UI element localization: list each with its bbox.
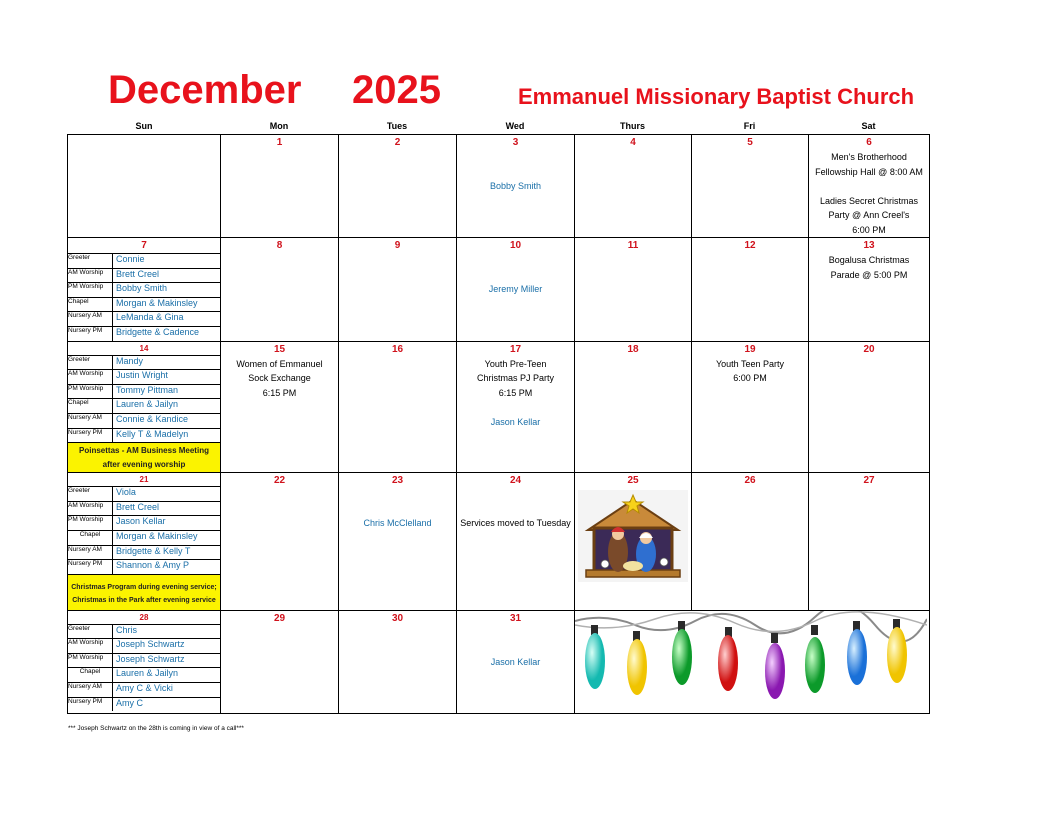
role-label: Nursery PM [68, 326, 113, 340]
role-label: AM Worship [68, 268, 113, 283]
event-text: Men's Brotherhood [831, 152, 907, 162]
role-label: Nursery AM [68, 312, 113, 327]
role-name: Bridgette & Cadence [113, 326, 221, 340]
day-number: 26 [744, 475, 756, 487]
week-row-2 [68, 238, 930, 342]
calendar-year-title: 2025 [352, 68, 441, 112]
day-cell-15 [221, 341, 339, 473]
week-row-1 [68, 135, 930, 238]
day-cell-20 [809, 341, 930, 473]
day-cell-14 [68, 341, 221, 473]
role-name: Lauren & Jailyn [113, 668, 221, 683]
day-number: 14 [139, 343, 149, 353]
day-cell-12 [692, 238, 809, 342]
day-cell-6 [809, 135, 930, 238]
role-label: Greeter [68, 487, 113, 502]
role-label: Chapel [68, 399, 113, 414]
day-cell-25 [575, 473, 692, 611]
nativity-scene-icon [578, 490, 688, 582]
weekday-sat: Sat [861, 121, 876, 131]
role-label: Nursery AM [68, 683, 113, 698]
day-cell-3 [457, 135, 575, 238]
day-cell-19 [692, 341, 809, 473]
day-cell-16 [339, 341, 457, 473]
highlight-note [68, 574, 220, 610]
role-label: Chapel [68, 530, 113, 545]
day-number: 9 [394, 240, 401, 251]
day-number: 29 [273, 612, 286, 624]
day-cell-2 [339, 135, 457, 238]
day-number: 30 [391, 612, 404, 624]
day-number: 28 [139, 612, 149, 622]
role-label: Nursery PM [68, 697, 113, 711]
day-number: 15 [273, 343, 286, 355]
role-label: Nursery PM [68, 560, 113, 574]
role-name: Kelly T & Madelyn [113, 428, 221, 442]
role-name: Shannon & Amy P [113, 560, 221, 574]
calendar-month-title: December [108, 68, 302, 112]
event-text: Chris McClelland [363, 518, 432, 529]
role-label: AM Worship [68, 370, 113, 385]
event-text: 6:00 PM [852, 224, 886, 235]
day-cell-7 [68, 238, 221, 342]
day-number: 12 [744, 240, 756, 251]
day-cell-26 [692, 473, 809, 611]
day-number: 23 [391, 475, 404, 487]
church-name: Emmanuel Missionary Baptist Church [518, 84, 915, 109]
role-name: Chris [113, 624, 221, 639]
role-label: Nursery PM [68, 428, 113, 442]
day-cell-18 [575, 341, 692, 473]
event-text: Youth Pre-Teen [484, 358, 547, 369]
role-label: PM Worship [68, 384, 113, 399]
week-row-3 [68, 341, 930, 473]
day-number: 16 [391, 343, 404, 355]
day-number: 20 [863, 343, 875, 355]
note-line: Christmas Program during evening service; [71, 583, 217, 591]
event-text: Jason Kellar [490, 656, 541, 667]
weekday-fri: Fri [743, 121, 756, 131]
role-name: Lauren & Jailyn [113, 399, 221, 414]
day-cell-21 [68, 473, 221, 611]
day-number: 7 [141, 240, 147, 251]
role-name: LeManda & Gina [113, 312, 221, 327]
role-name: Brett Creel [113, 268, 221, 283]
day-cell-30 [339, 610, 457, 713]
event-text: Youth Teen Party [715, 358, 785, 369]
day-number: 17 [509, 343, 522, 355]
day-cell-24 [457, 473, 575, 611]
event-text: 6:00 PM [733, 373, 767, 384]
role-label: Greeter [68, 624, 113, 639]
role-name: Brett Creel [113, 501, 221, 516]
day-number: 27 [863, 475, 875, 487]
role-label: Chapel [68, 668, 113, 683]
event-text: Jeremy Miller [488, 284, 543, 294]
highlight-note [68, 442, 220, 472]
day-cell-4 [575, 135, 692, 238]
duty-roster [68, 486, 220, 574]
day-number: 3 [512, 137, 519, 148]
event-text: Ladies Secret Christmas [819, 195, 919, 206]
day-cell-22 [221, 473, 339, 611]
day-number: 10 [509, 240, 522, 251]
day-number: 1 [276, 137, 283, 148]
role-label: AM Worship [68, 501, 113, 516]
day-number: 19 [744, 343, 756, 355]
note-line: after evening worship [102, 460, 186, 470]
event-spacer [809, 179, 929, 194]
role-label: Greeter [68, 254, 113, 269]
role-label: PM Worship [68, 653, 113, 668]
footnote: *** Joseph Schwartz on the 28th is coming in view of a call*** [68, 725, 244, 732]
event-text: 6:15 PM [498, 387, 533, 398]
day-number: 11 [627, 240, 639, 251]
day-cell-empty [68, 135, 221, 238]
calendar-grid [67, 134, 930, 714]
day-cell-29 [221, 610, 339, 713]
event-text: Jason Kellar [490, 417, 541, 428]
role-name: Bobby Smith [113, 283, 221, 298]
day-number: 5 [747, 137, 753, 148]
duty-roster [68, 253, 220, 341]
role-name: Joseph Schwartz [113, 653, 221, 668]
event-text: Parade @ 5:00 PM [830, 269, 908, 280]
role-name: Joseph Schwartz [113, 639, 221, 654]
role-label: Nursery AM [68, 545, 113, 560]
day-cell-17 [457, 341, 575, 473]
event-text: Services moved to Tuesday [460, 518, 571, 529]
role-label: AM Worship [68, 639, 113, 654]
day-cell-10 [457, 238, 575, 342]
day-number: 25 [627, 475, 639, 487]
day-cell-31 [457, 610, 575, 713]
christmas-lights-icon [575, 611, 927, 711]
role-label: Nursery AM [68, 413, 113, 428]
role-name: Connie & Kandice [113, 413, 221, 428]
role-name: Morgan & Makinsley [113, 530, 221, 545]
role-name: Amy C [113, 697, 221, 711]
duty-roster [68, 355, 220, 443]
day-cell-11 [575, 238, 692, 342]
role-label: PM Worship [68, 516, 113, 531]
event-text: Women of Emmanuel [236, 358, 323, 369]
weekday-tues: Tues [386, 121, 408, 131]
role-name: Justin Wright [113, 370, 221, 385]
day-number: 6 [866, 137, 872, 148]
role-name: Jason Kellar [113, 516, 221, 531]
day-cell-13 [809, 238, 930, 342]
duty-roster [68, 624, 220, 712]
event-text: 6:15 PM [262, 387, 297, 398]
role-name: Amy C & Vicki [113, 683, 221, 698]
role-label: Greeter [68, 355, 113, 370]
day-cell-27 [809, 473, 930, 611]
weekday-mon: Mon [269, 121, 289, 131]
day-number: 22 [273, 475, 286, 487]
day-number: 8 [276, 240, 283, 251]
role-name: Bridgette & Kelly T [113, 545, 221, 560]
day-cell-23 [339, 473, 457, 611]
note-line: Christmas in the Park after evening service [72, 596, 216, 604]
weekday-header [68, 121, 929, 134]
day-number: 18 [627, 343, 639, 355]
event-text: Bogalusa Christmas [828, 255, 910, 265]
day-number: 2 [394, 137, 401, 148]
weekday-thurs: Thurs [619, 121, 645, 131]
role-name: Morgan & Makinsley [113, 297, 221, 312]
event-text: Christmas PJ Party [476, 373, 554, 384]
weekday-wed: Wed [505, 121, 525, 131]
week-row-4 [68, 473, 930, 611]
day-number: 13 [863, 240, 875, 251]
day-number: 24 [509, 475, 522, 487]
event-text: Sock Exchange [248, 373, 311, 384]
role-name: Viola [113, 487, 221, 502]
event-text: Fellowship Hall @ 8:00 AM [815, 166, 923, 177]
event-text: Bobby Smith [489, 181, 542, 191]
role-label: Chapel [68, 297, 113, 312]
role-name: Tommy Pittman [113, 384, 221, 399]
role-name: Connie [113, 254, 221, 269]
role-name: Mandy [113, 355, 221, 370]
day-cell-8 [221, 238, 339, 342]
day-cell-28 [68, 610, 221, 713]
event-text: Party @ Ann Creel's [828, 210, 910, 220]
day-cell-1 [221, 135, 339, 238]
week-row-5 [68, 610, 930, 713]
day-cell-5 [692, 135, 809, 238]
christmas-lights-cell [575, 610, 930, 713]
day-number: 4 [630, 137, 636, 148]
weekday-sun: Sun [135, 121, 153, 131]
day-number: 31 [509, 612, 522, 624]
day-cell-9 [339, 238, 457, 342]
note-line: Poinsettas - AM Business Meeting [79, 446, 209, 456]
role-label: PM Worship [68, 283, 113, 298]
day-number: 21 [139, 475, 149, 485]
